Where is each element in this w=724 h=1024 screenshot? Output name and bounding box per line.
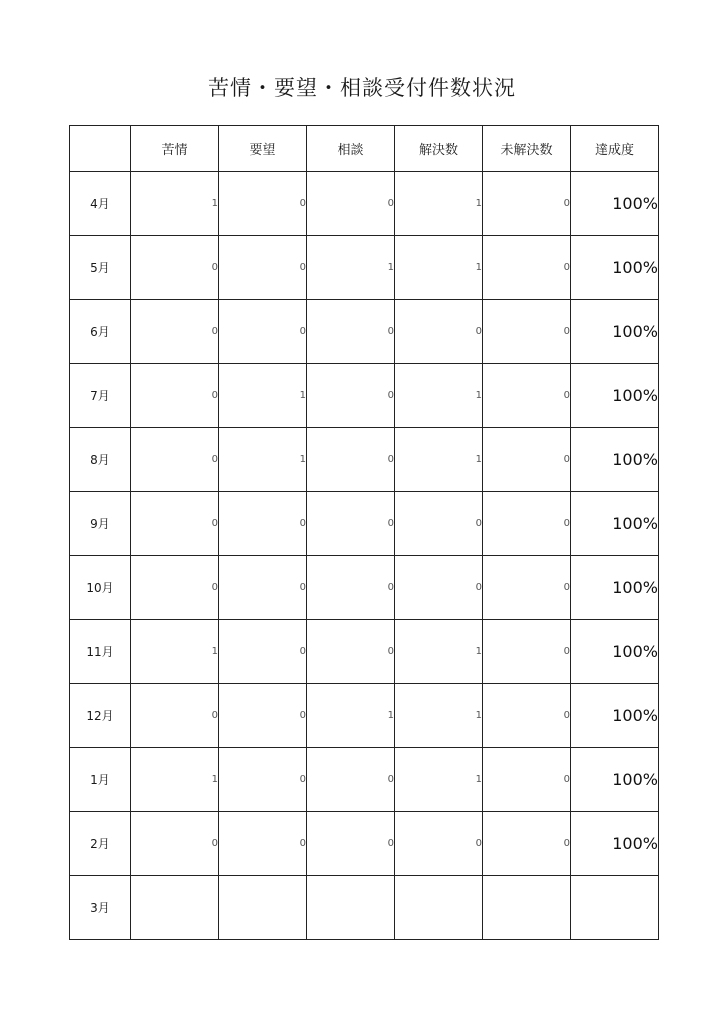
cell-month: 3月 (70, 876, 131, 940)
cell-resolved: 1 (395, 364, 483, 428)
table-row (70, 748, 659, 812)
cell-resolved: 1 (395, 748, 483, 812)
cell-complaints: 0 (131, 300, 219, 364)
cell-month: 5月 (70, 236, 131, 300)
cell-month: 2月 (70, 812, 131, 876)
cell-month: 6月 (70, 300, 131, 364)
cell-unresolved: 0 (483, 684, 571, 748)
cell-resolved: 1 (395, 684, 483, 748)
header-achievement: 達成度 (571, 126, 659, 172)
header-consultations: 相談 (307, 126, 395, 172)
cell-consultations: 0 (307, 492, 395, 556)
cell-requests: 0 (219, 812, 307, 876)
cell-unresolved: 0 (483, 492, 571, 556)
cell-resolved: 1 (395, 428, 483, 492)
cell-consultations: 0 (307, 172, 395, 236)
cell-consultations: 1 (307, 236, 395, 300)
header-resolved: 解決数 (395, 126, 483, 172)
cell-consultations: 0 (307, 300, 395, 364)
cell-achievement: 100% (571, 428, 659, 492)
table-row (70, 812, 659, 876)
cell-month: 12月 (70, 684, 131, 748)
cell-consultations: 0 (307, 620, 395, 684)
table-row (70, 428, 659, 492)
table-header-row (70, 126, 659, 172)
header-month (70, 126, 131, 172)
header-complaints: 苦情 (131, 126, 219, 172)
cell-achievement: 100% (571, 364, 659, 428)
cell-consultations (307, 876, 395, 940)
cell-consultations: 0 (307, 428, 395, 492)
cell-requests: 1 (219, 364, 307, 428)
cell-resolved: 0 (395, 492, 483, 556)
table-row (70, 492, 659, 556)
cell-complaints: 1 (131, 748, 219, 812)
cell-requests: 0 (219, 684, 307, 748)
cell-requests: 1 (219, 428, 307, 492)
cell-requests: 0 (219, 620, 307, 684)
cell-achievement: 100% (571, 812, 659, 876)
header-unresolved: 未解決数 (483, 126, 571, 172)
cell-complaints: 0 (131, 812, 219, 876)
cell-achievement: 100% (571, 172, 659, 236)
table-row (70, 876, 659, 940)
cell-consultations: 0 (307, 812, 395, 876)
cell-unresolved: 0 (483, 620, 571, 684)
cell-unresolved: 0 (483, 236, 571, 300)
table-row (70, 684, 659, 748)
table-row (70, 172, 659, 236)
cell-complaints: 0 (131, 556, 219, 620)
cell-achievement: 100% (571, 748, 659, 812)
cell-achievement: 100% (571, 556, 659, 620)
cell-resolved: 1 (395, 620, 483, 684)
cell-unresolved: 0 (483, 300, 571, 364)
cell-resolved: 0 (395, 812, 483, 876)
cell-consultations: 1 (307, 684, 395, 748)
cell-requests: 0 (219, 172, 307, 236)
page-title: 苦情・要望・相談受付件数状況 (208, 76, 516, 100)
cell-resolved: 1 (395, 172, 483, 236)
complaints-table (69, 125, 659, 940)
cell-month: 10月 (70, 556, 131, 620)
cell-resolved (395, 876, 483, 940)
cell-resolved: 1 (395, 236, 483, 300)
cell-month: 1月 (70, 748, 131, 812)
cell-complaints: 1 (131, 620, 219, 684)
cell-achievement (571, 876, 659, 940)
cell-consultations: 0 (307, 748, 395, 812)
table-row (70, 236, 659, 300)
cell-complaints: 0 (131, 684, 219, 748)
cell-achievement: 100% (571, 300, 659, 364)
cell-unresolved: 0 (483, 428, 571, 492)
cell-resolved: 0 (395, 300, 483, 364)
cell-unresolved: 0 (483, 364, 571, 428)
cell-requests (219, 876, 307, 940)
cell-complaints: 1 (131, 172, 219, 236)
cell-requests: 0 (219, 748, 307, 812)
table-row (70, 620, 659, 684)
cell-month: 7月 (70, 364, 131, 428)
cell-month: 11月 (70, 620, 131, 684)
cell-unresolved: 0 (483, 812, 571, 876)
cell-requests: 0 (219, 492, 307, 556)
cell-complaints: 0 (131, 428, 219, 492)
cell-unresolved (483, 876, 571, 940)
cell-month: 4月 (70, 172, 131, 236)
cell-complaints: 0 (131, 492, 219, 556)
cell-resolved: 0 (395, 556, 483, 620)
cell-consultations: 0 (307, 364, 395, 428)
cell-month: 9月 (70, 492, 131, 556)
cell-achievement: 100% (571, 236, 659, 300)
cell-requests: 0 (219, 556, 307, 620)
cell-consultations: 0 (307, 556, 395, 620)
table-body (70, 172, 659, 940)
header-requests: 要望 (219, 126, 307, 172)
cell-achievement: 100% (571, 684, 659, 748)
table-row (70, 556, 659, 620)
cell-unresolved: 0 (483, 748, 571, 812)
table-row (70, 364, 659, 428)
cell-unresolved: 0 (483, 556, 571, 620)
cell-requests: 0 (219, 300, 307, 364)
cell-unresolved: 0 (483, 172, 571, 236)
cell-achievement: 100% (571, 620, 659, 684)
cell-requests: 0 (219, 236, 307, 300)
cell-month: 8月 (70, 428, 131, 492)
cell-complaints (131, 876, 219, 940)
cell-complaints: 0 (131, 364, 219, 428)
table-row (70, 300, 659, 364)
cell-complaints: 0 (131, 236, 219, 300)
cell-achievement: 100% (571, 492, 659, 556)
